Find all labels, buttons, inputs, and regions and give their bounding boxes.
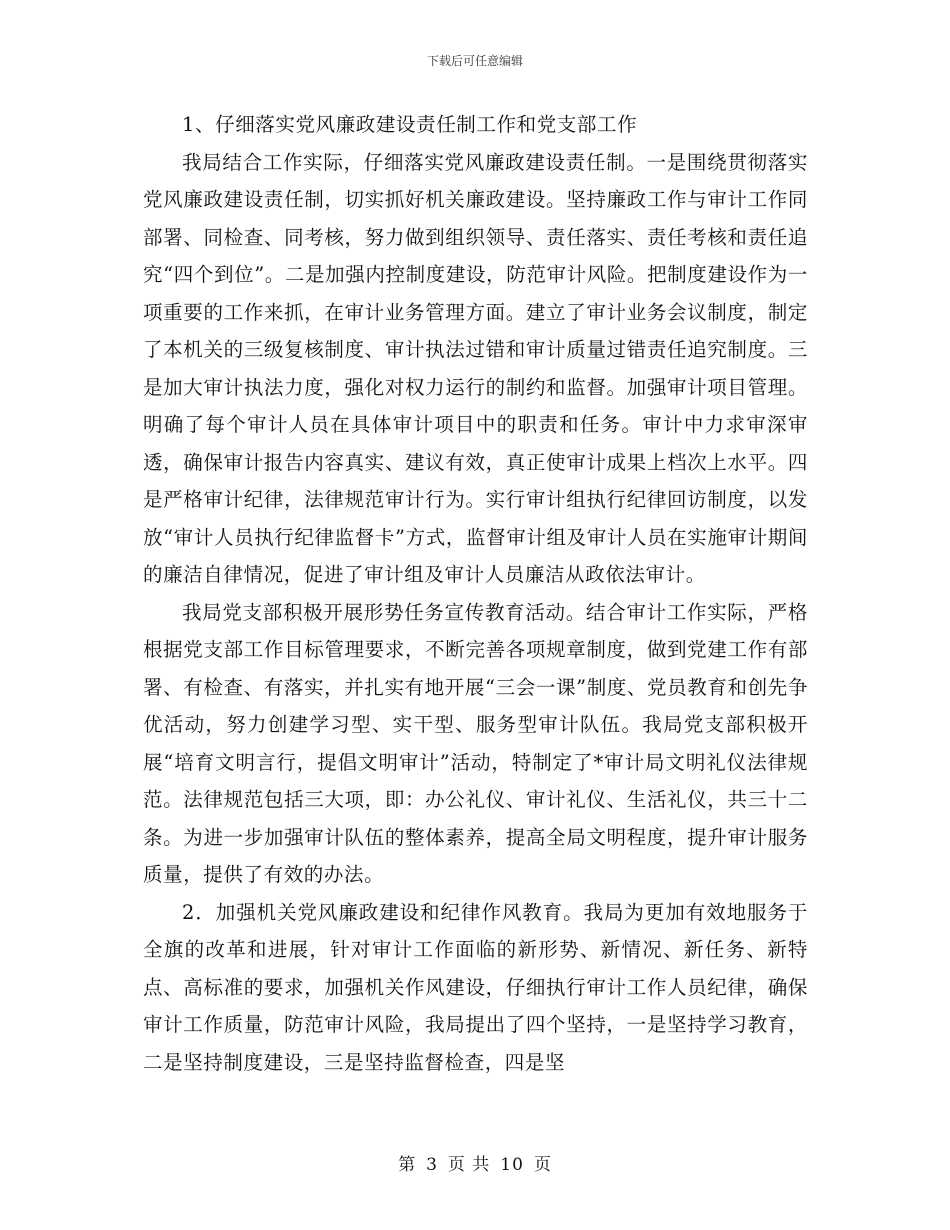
paragraph-1: 我局结合工作实际，仔细落实党风廉政建设责任制。一是围绕贯彻落实党风廉政建设责任制，切实抓好机关廉政建设。坚持廉政工作与审计工作同部署、同检查、同考核，努力做到组织领导、责任落实、责任考核和责任追究“四个到位”。二是加强内控制度建设，防范审计风险。把制度建设作为一项重要的工作来抓，在审计业务管理方面。建立了审计业务会议制度，制定了本机关的三级复核制度、审计执法过错和审计质量过错责任追究制度。三是加大审计执法力度，强化对权力运行的制约和监督。加强审计项目管理。明确了每个审计人员在具体审计项目中的职责和任务。审计中力求审深审透，确保审计报告内容真实、建议有效，真正使审计成果上档次上水平。四是严格审计纪律，法律规范审计行为。实行审计组执行纪律回访制度，以发放“审计人员执行纪律监督卡”方式，监督审计组及审计人员在实施审计期间的廉洁自律情况，促进了审计组及审计人员廉洁从政依法审计。 <box>143 150 808 586</box>
footer-page-number: 3 <box>426 1155 438 1175</box>
footer-middle: 页 共 <box>447 1155 491 1175</box>
section-heading-1: 1、仔细落实党风廉政建设责任制工作和党支部工作 <box>182 113 638 136</box>
paragraph-2: 我局党支部积极开展形势任务宣传教育活动。结合审计工作实际，严格根据党支部工作目标管理要求，不断完善各项规章制度，做到党建工作有部署、有检查、有落实，并扎实有地开展“三会一课”制度、党员教育和创先争优活动，努力创建学习型、实干型、服务型审计队伍。我局党支部积极开展“培育文明言行，提倡文明审计”活动，特制定了*审计局文明礼仪法律规范。法律规范包括三大项，即：办公礼仪、审计礼仪、生活礼仪，共三十二条。为进一步加强审计队伍的整体素养，提高全局文明程度，提升审计服务质量，提供了有效的办法。 <box>143 600 808 886</box>
paragraph-3: 2．加强机关党风廉政建设和纪律作风教育。我局为更加有效地服务于全旗的改革和进展，针对审计工作面临的新形势、新情况、新任务、新特点、高标准的要求，加强机关作风建设，仔细执行审计工作人员纪律，确保审计工作质量，防范审计风险，我局提出了四个坚持，一是坚持学习教育，二是坚持制度建设，三是坚持监督检查，四是坚 <box>143 900 808 1074</box>
document-body <box>143 106 808 1081</box>
page-header-note: 下载后可任意编辑 <box>426 54 523 68</box>
page-footer <box>0 1150 950 1175</box>
footer-total-pages: 10 <box>500 1155 524 1175</box>
footer-prefix: 第 <box>398 1155 417 1175</box>
footer-suffix: 页 <box>533 1155 552 1175</box>
